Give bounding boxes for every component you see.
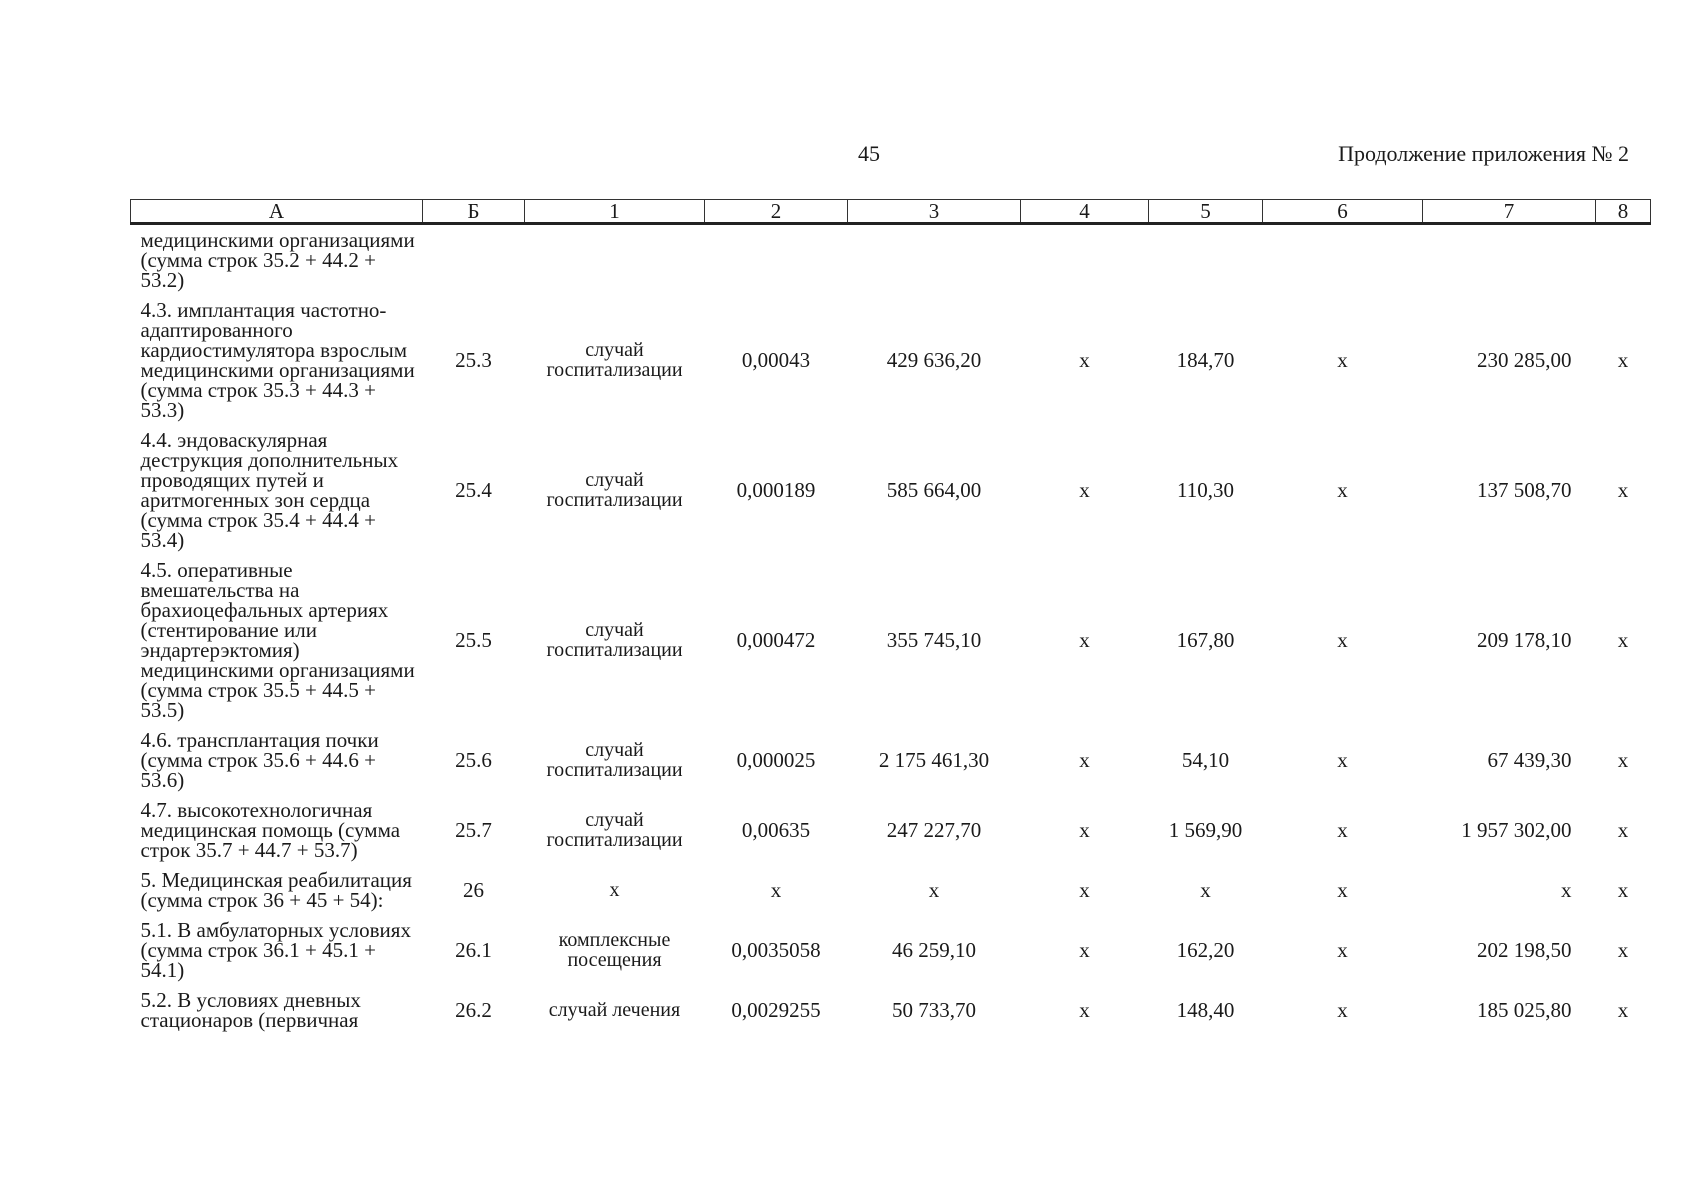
cell-unit: случай госпитализации bbox=[546, 469, 683, 511]
cell-col-8 bbox=[1596, 224, 1651, 296]
cell-unit: случай госпитализации bbox=[546, 339, 683, 381]
cell-col-8: x bbox=[1617, 817, 1629, 842]
cell-col-2: 0,000189 bbox=[736, 477, 816, 502]
cell-indicator: 4.6. трансплантация почки (сумма строк 35.6 + 44.6 + 53.6) bbox=[140, 728, 379, 792]
cell-unit: случай госпитализации bbox=[546, 809, 683, 851]
table-row bbox=[131, 224, 1651, 296]
cell-col-7: 202 198,50 bbox=[1477, 937, 1572, 962]
cell-col-5: 184,70 bbox=[1176, 347, 1235, 372]
cell-unit: случай лечения bbox=[548, 999, 681, 1021]
cell-col-2: 0,0029255 bbox=[731, 997, 821, 1022]
table-row bbox=[131, 985, 1651, 1035]
cell-col-4: x bbox=[1079, 747, 1090, 772]
cell-col-2: 0,000472 bbox=[736, 627, 816, 652]
cell-col-7: 185 025,80 bbox=[1477, 997, 1572, 1022]
cell-row-number: 25.3 bbox=[455, 347, 492, 372]
table-row bbox=[131, 915, 1651, 985]
header-cell-3: 3 bbox=[848, 200, 1021, 224]
cell-col-4: x bbox=[1079, 937, 1090, 962]
cell-col-5: 167,80 bbox=[1176, 627, 1235, 652]
header-cell-4: 4 bbox=[1021, 200, 1149, 224]
cell-col-6: x bbox=[1337, 477, 1348, 502]
header-cell-8: 8 bbox=[1596, 200, 1651, 224]
cell-col-7: 230 285,00 bbox=[1477, 347, 1572, 372]
cell-unit bbox=[525, 224, 705, 296]
cell-unit: x bbox=[609, 879, 620, 901]
header-cell-1: 1 bbox=[525, 200, 705, 224]
cell-col-8: x bbox=[1617, 347, 1629, 372]
cell-indicator: 5.1. В амбулаторных условиях (сумма строк 36.1 + 45.1 + 54.1) bbox=[140, 918, 411, 982]
cell-row-number: 25.6 bbox=[455, 747, 492, 772]
cell-col-6: x bbox=[1337, 627, 1348, 652]
table-row bbox=[131, 725, 1651, 795]
cell-col-7 bbox=[1423, 224, 1596, 296]
header-cell-a: А bbox=[131, 200, 423, 224]
cell-col-4 bbox=[1021, 224, 1149, 296]
cell-col-6: x bbox=[1337, 817, 1348, 842]
cell-col-4: x bbox=[1079, 627, 1090, 652]
appendix-continuation-note: Продолжение приложения № 2 bbox=[1338, 141, 1629, 166]
header-cell-6: 6 bbox=[1263, 200, 1423, 224]
cell-col-7: x bbox=[1561, 877, 1572, 902]
cell-indicator: 4.7. высокотехнологичная медицинская помощь (сумма строк 35.7 + 44.7 + 53.7) bbox=[140, 798, 401, 862]
cell-indicator: 4.3. имплантация частотно-адаптированного кардиостимулятора взрослым медицинскими организациями (сумма строк 35.3 + 44.3 + 53.3) bbox=[140, 298, 415, 422]
cell-indicator: 4.5. оперативные вмешательства на брахиоцефальных артериях (стентирование или эндартерэктомия) медицинскими организациями (сумма строк 35.5 + 44.5 + 53.5) bbox=[140, 558, 415, 722]
cell-col-3: 46 259,10 bbox=[892, 937, 976, 962]
cell-col-3: x bbox=[928, 877, 940, 902]
cell-col-3: 50 733,70 bbox=[892, 997, 976, 1022]
cell-col-2: 0,000025 bbox=[736, 747, 816, 772]
cell-row-number bbox=[423, 224, 525, 296]
header-cell-2: 2 bbox=[705, 200, 848, 224]
table-row bbox=[131, 425, 1651, 555]
cell-col-6: x bbox=[1337, 747, 1348, 772]
header-row bbox=[131, 200, 1651, 224]
cell-col-5: x bbox=[1200, 877, 1211, 902]
cell-col-5 bbox=[1149, 224, 1263, 296]
cell-col-6: x bbox=[1337, 877, 1348, 902]
cell-col-3 bbox=[848, 224, 1021, 296]
cell-col-8: x bbox=[1617, 747, 1629, 772]
cell-col-8: x bbox=[1617, 997, 1629, 1022]
cell-col-6: x bbox=[1337, 347, 1348, 372]
table-row bbox=[131, 795, 1651, 865]
header-cell-7: 7 bbox=[1423, 200, 1596, 224]
table-row bbox=[131, 295, 1651, 425]
cell-col-5: 54,10 bbox=[1181, 747, 1230, 772]
cell-col-3: 355 745,10 bbox=[886, 627, 982, 652]
cell-col-5: 162,20 bbox=[1176, 937, 1235, 962]
cell-col-7: 67 439,30 bbox=[1487, 747, 1572, 772]
cell-col-4: x bbox=[1079, 817, 1090, 842]
cell-indicator: медицинскими организациями (сумма строк 35.2 + 44.2 + 53.2) bbox=[140, 228, 415, 292]
page-number: 45 bbox=[858, 141, 880, 166]
cell-row-number: 25.5 bbox=[455, 627, 492, 652]
cell-col-7: 209 178,10 bbox=[1477, 627, 1572, 652]
table-row bbox=[131, 555, 1651, 725]
cell-indicator: 4.4. эндоваскулярная деструкция дополнительных проводящих путей и аритмогенных зон сердца (сумма строк 35.4 + 44.4 + 53.4) bbox=[140, 428, 399, 552]
cell-col-2: 0,00043 bbox=[741, 347, 811, 372]
header-cell-5: 5 bbox=[1149, 200, 1263, 224]
cell-col-3: 247 227,70 bbox=[886, 817, 982, 842]
cell-row-number: 25.7 bbox=[455, 817, 492, 842]
cell-col-6 bbox=[1263, 224, 1423, 296]
cell-col-3: 585 664,00 bbox=[886, 477, 982, 502]
cell-row-number: 25.4 bbox=[455, 477, 492, 502]
cell-unit: случай госпитализации bbox=[546, 619, 683, 661]
cell-col-2: x bbox=[770, 877, 782, 902]
cell-indicator: 5.2. В условиях дневных стационаров (первичная bbox=[140, 988, 361, 1032]
cell-row-number: 26.1 bbox=[455, 937, 492, 962]
cell-row-number: 26 bbox=[463, 877, 484, 902]
cell-col-5: 148,40 bbox=[1176, 997, 1235, 1022]
cell-col-5: 110,30 bbox=[1177, 477, 1234, 502]
cell-col-2: 0,0035058 bbox=[731, 937, 821, 962]
cell-col-4: x bbox=[1079, 877, 1090, 902]
header-cell-b: Б bbox=[423, 200, 525, 224]
cell-col-6: x bbox=[1337, 997, 1348, 1022]
cell-col-7: 1 957 302,00 bbox=[1461, 817, 1572, 842]
cell-indicator: 5. Медицинская реабилитация (сумма строк 36 + 45 + 54): bbox=[140, 868, 412, 912]
cell-col-7: 137 508,70 bbox=[1477, 477, 1572, 502]
cell-col-4: x bbox=[1079, 347, 1090, 372]
cell-col-8: x bbox=[1617, 937, 1629, 962]
cell-col-2: 0,00635 bbox=[741, 817, 811, 842]
cell-col-3: 2 175 461,30 bbox=[878, 747, 990, 772]
cell-col-8: x bbox=[1617, 627, 1629, 652]
cell-col-4: x bbox=[1079, 477, 1090, 502]
cell-unit: комплексные посещения bbox=[558, 929, 671, 971]
cell-col-2 bbox=[705, 224, 848, 296]
cell-unit: случай госпитализации bbox=[546, 739, 683, 781]
cell-col-8: x bbox=[1617, 877, 1629, 902]
cell-row-number: 26.2 bbox=[455, 997, 492, 1022]
cell-col-4: x bbox=[1079, 997, 1090, 1022]
cell-col-6: x bbox=[1337, 937, 1348, 962]
table-row bbox=[131, 865, 1651, 915]
data-table bbox=[130, 199, 1651, 1035]
cell-col-5: 1 569,90 bbox=[1168, 817, 1243, 842]
cell-col-3: 429 636,20 bbox=[886, 347, 982, 372]
cell-col-8: x bbox=[1617, 477, 1629, 502]
